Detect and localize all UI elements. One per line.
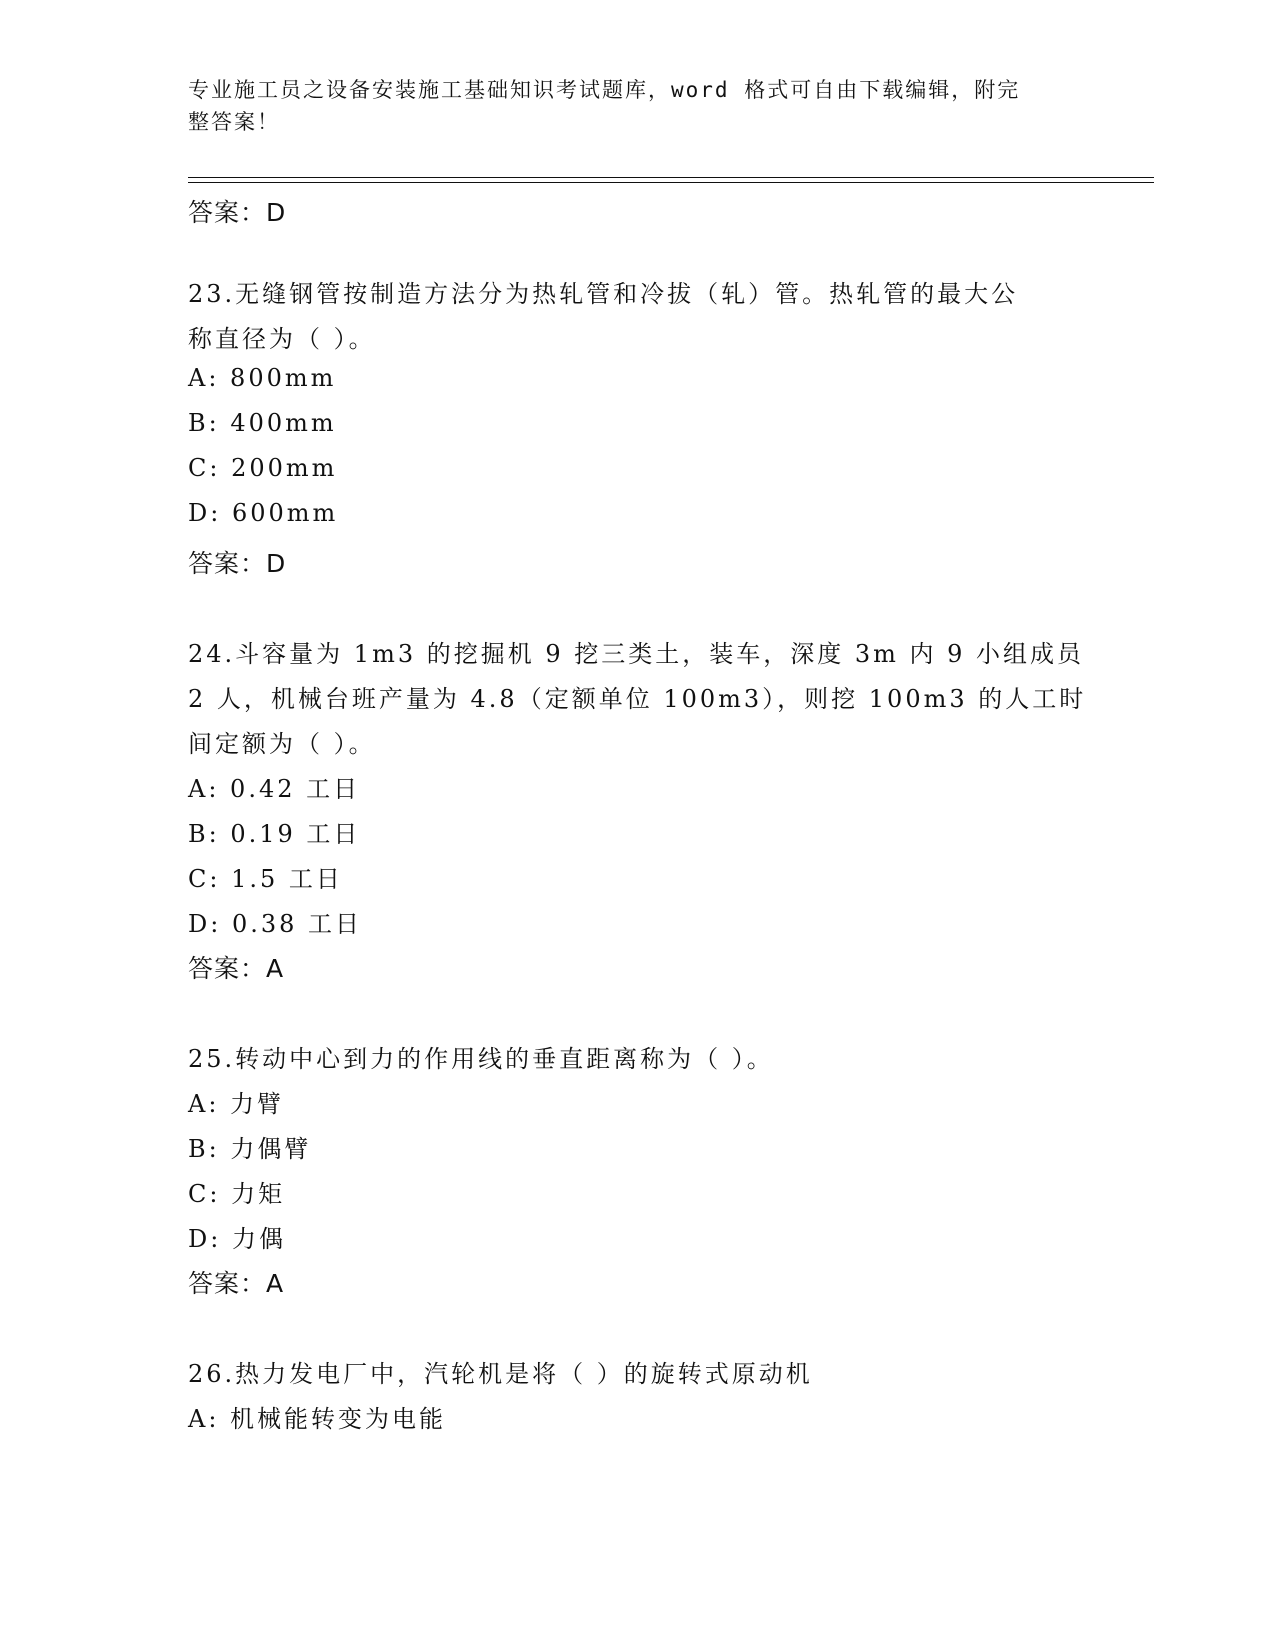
header-line-2: 整答案！ [188,110,280,134]
header-divider-bottom [188,182,1154,183]
question-23-option-d: D: 600mm [188,499,339,527]
question-26-option-a: A: 机械能转变为电能 [188,1405,447,1433]
question-23-option-c: C: 200mm [188,454,338,482]
question-24-option-d: D: 0.38 工日 [188,910,363,938]
question-23-stem-line-1: 23.无缝钢管按制造方法分为热轧管和冷拔（轧）管。热轧管的最大公 [188,280,1019,308]
question-24-option-c: C: 1.5 工日 [188,865,343,893]
question-23-option-a: A: 800mm [188,364,337,392]
question-25-option-a: A: 力臂 [188,1090,285,1118]
question-24-option-a: A: 0.42 工日 [188,775,361,803]
question-25-option-c: C: 力矩 [188,1180,286,1208]
document-header [188,74,1088,138]
question-23-stem-line-2: 称直径为（ ）。 [188,325,376,353]
question-24-answer: 答案：A [188,954,285,983]
question-24-stem-line-2: 2 人，机械台班产量为 4.8（定额单位 100m3），则挖 100m3 的人工时 [188,685,1087,713]
question-23-option-b: B: 400mm [188,409,337,437]
question-25-option-b: B: 力偶臂 [188,1135,312,1163]
header-divider-top [188,177,1154,178]
question-24-stem-line-3: 间定额为（ ）。 [188,730,376,758]
question-25-stem-line-1: 25.转动中心到力的作用线的垂直距离称为（ ）。 [188,1045,774,1073]
question-24-option-b: B: 0.19 工日 [188,820,361,848]
question-26-stem-line-1: 26.热力发电厂中，汽轮机是将（ ）的旋转式原动机 [188,1360,813,1388]
question-24-stem-line-1: 24.斗容量为 1m3 的挖掘机 9 挖三类土，装车，深度 3m 内 9 小组成员 [188,640,1085,668]
previous-answer: 答案：D [188,198,287,227]
question-25-option-d: D: 力偶 [188,1225,286,1253]
header-line-1: 专业施工员之设备安装施工基础知识考试题库，word 格式可自由下载编辑，附完 [188,78,1021,102]
question-23-answer: 答案：D [188,549,287,578]
question-25-answer: 答案：A [188,1269,285,1298]
